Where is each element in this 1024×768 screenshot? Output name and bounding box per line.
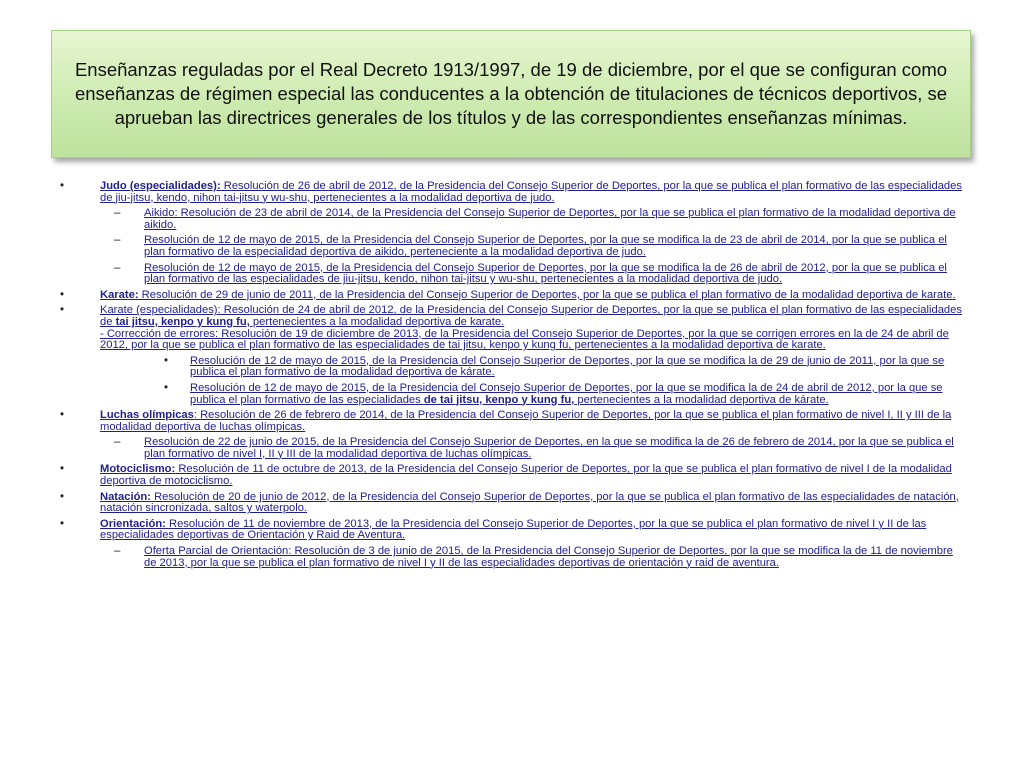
- link-karate-sub2[interactable]: [190, 382, 943, 406]
- list-item-judo-sub2: [60, 235, 965, 258]
- list-item-luchas: [60, 410, 965, 433]
- link-karate[interactable]: [100, 289, 956, 301]
- link-luchas-sub1[interactable]: Resolución de 22 de junio de 2015, de la Presidencia del Consejo Superior de Deportes, en la que se modifica la de 26 de febrero de 2014, por la que se publica el plan formativo de nivel I, II y III de la modalidad deportiva de luchas olímpicas.: [144, 436, 954, 460]
- bullet-marker: •: [60, 288, 65, 301]
- list-item-natacion: [60, 492, 965, 515]
- link-karate-especialidades[interactable]: [100, 304, 962, 328]
- link-judo[interactable]: [100, 180, 962, 204]
- list-item-karate: [60, 290, 965, 302]
- list-item-judo-sub3: [60, 263, 965, 286]
- bullet-marker: •: [164, 354, 169, 367]
- list-item-motociclismo: [60, 464, 965, 487]
- list-item-orientacion: [60, 519, 965, 542]
- link-judo-sub1[interactable]: Aikido: Resolución de 23 de abril de 2014, de la Presidencia del Consejo Superior de Deportes, por la que se publica el plan formativo de la modalidad deportiva de aikido.: [144, 207, 956, 231]
- list-item-karate-sub1: [60, 356, 965, 379]
- dash-marker: –: [114, 261, 121, 274]
- dash-marker: –: [114, 234, 121, 247]
- bullet-marker: •: [60, 304, 65, 317]
- content-list: [60, 181, 965, 573]
- label-karate: Karate:: [100, 288, 139, 301]
- dash-marker: –: [114, 545, 121, 558]
- link-karate-sub1[interactable]: Resolución de 12 de mayo de 2015, de la Presidencia del Consejo Superior de Deportes, por la que se modifica la de 29 de junio de 2011, por la que se publica el plan formativo de la modalidad deportiva de kárate.: [190, 354, 945, 379]
- text-karate-sub2-1: Resolución de 12 de mayo de 2015, de la Presidencia del Consejo Superior de Deportes, por la que se modifica la de 24 de abril de 2012, por la que se publica el plan formativo de las especialidades: [190, 381, 943, 406]
- text-karate-sub2-2: pertenecientes a la modalidad deportiva de kárate.: [574, 393, 829, 406]
- title-box: [51, 30, 971, 158]
- label-natacion: Natación:: [100, 490, 151, 503]
- dash-marker: –: [114, 207, 121, 220]
- link-karate-correccion[interactable]: - Corrección de errores: Resolución de 19 de diciembre de 2013, de la Presidencia del Consejo Superior de Deportes, por la que se corrigen errores en la de 24 de abril de 2012, por la que se publica el plan formativo de las especialidades de tai jitsu, kenpo y kung fu, pertenecientes a la modalidad deportiva de karate.: [100, 327, 949, 352]
- link-judo-sub2[interactable]: Resolución de 12 de mayo de 2015, de la Presidencia del Consejo Superior de Deportes, por la que se modifica la de 23 de abril de 2014, por la que se publica el plan formativo de la especialidad deportiva de aikido, perteneciente a la modalidad deportiva de judo.: [144, 234, 947, 258]
- bullet-marker: •: [60, 409, 65, 422]
- link-judo-sub3[interactable]: Resolución de 12 de mayo de 2015, de la Presidencia del Consejo Superior de Deportes, por la que se modifica la de 26 de abril de 2012, por la que se publica el plan formativo de las especialidades de jiu-jitsu, kendo, nihon tai-jitsu y wu-shu, pertenecientes a la modalidad deportiva de judo.: [144, 261, 947, 286]
- dash-marker: –: [114, 436, 121, 449]
- bullet-marker: •: [60, 180, 65, 192]
- slide-title: Enseñanzas reguladas por el Real Decreto 1913/1997, de 19 de diciembre, por el que se configuran como enseñanzas de régimen especial las conducentes a la obtención de titulaciones de técnicos deportivos, se aprueban las directrices generales de los títulos y de las correspondientes enseñanzas mínimas.: [74, 59, 948, 128]
- label-judo: Judo (especialidades):: [100, 180, 221, 192]
- text-natacion: Resolución de 20 de junio de 2012, de la Presidencia del Consejo Superior de Deportes, por la que se publica el plan formativo de las especialidades de natación, natación sincronizada, saltos y waterpolo.: [100, 490, 959, 515]
- bold-karate-esp: tai jitsu, kenpo y kung fu,: [115, 315, 250, 328]
- list-item-karate-sub2: [60, 383, 965, 406]
- list-item-luchas-sub1: [60, 437, 965, 460]
- list-item-orientacion-sub1: [60, 546, 965, 569]
- text-karate-esp-2: pertenecientes a la modalidad deportiva de karate.: [249, 315, 505, 328]
- link-luchas[interactable]: [100, 409, 951, 433]
- text-karate: Resolución de 29 de junio de 2011, de la Presidencia del Consejo Superior de Deportes, por la que se publica el plan formativo de la modalidad deportiva de karate.: [138, 288, 956, 301]
- label-motociclismo: Motociclismo:: [100, 463, 176, 476]
- text-orientacion: Resolución de 11 de noviembre de 2013, de la Presidencia del Consejo Superior de Deportes, por la que se publica el plan formativo de nivel I y II de las especialidades deportivas de Orientación y Raid de Aventura.: [100, 517, 927, 542]
- list-item-judo: [60, 181, 965, 204]
- list-item-judo-sub1: [60, 208, 965, 231]
- bullet-marker: •: [60, 490, 65, 503]
- bullet-marker: •: [60, 517, 65, 530]
- list-item-karate-especialidades: [60, 305, 965, 351]
- text-judo: Resolución de 26 de abril de 2012, de la Presidencia del Consejo Superior de Deportes, por la que se publica el plan formativo de las especialidades de jiu-jitsu, kendo, nihon tai-jitsu y wu-shu, pertenecientes a la modalidad deportiva de judo.: [100, 180, 962, 204]
- text-karate-esp-1: Karate (especialidades): Resolución de 24 de abril de 2012, de la Presidencia del Consejo Superior de Deportes, por la que se publica el plan formativo de las especialidades de: [100, 304, 962, 328]
- label-orientacion: Orientación:: [100, 517, 166, 530]
- label-luchas: Luchas olímpicas: [100, 409, 194, 422]
- bold-karate-sub2: de tai jitsu, kenpo y kung fu,: [423, 393, 575, 406]
- link-orientacion-sub1[interactable]: Oferta Parcial de Orientación: Resolución de 3 de junio de 2015, de la Presidencia del Consejo Superior de Deportes, por la que se modifica la de 11 de noviembre de 2013, por la que se publica el plan formativo de nivel I y II de las especialidades deportivas de orientación y raid de aventura.: [144, 545, 953, 569]
- text-motociclismo: Resolución de 11 de octubre de 2013, de la Presidencia del Consejo Superior de Deportes, por la que se publica el plan formativo de nivel I de la modalidad deportiva de motociclismo.: [100, 463, 952, 488]
- link-motociclismo[interactable]: [100, 463, 952, 487]
- link-orientacion[interactable]: [100, 518, 926, 542]
- bullet-marker: •: [164, 381, 169, 394]
- bullet-marker: •: [60, 463, 65, 476]
- text-luchas: : Resolución de 26 de febrero de 2014, de la Presidencia del Consejo Superior de Deportes, por la que se publica el plan formativo de nivel I, II y III de la modalidad deportiva de luchas olímpicas.: [100, 409, 952, 433]
- link-natacion[interactable]: [100, 491, 959, 515]
